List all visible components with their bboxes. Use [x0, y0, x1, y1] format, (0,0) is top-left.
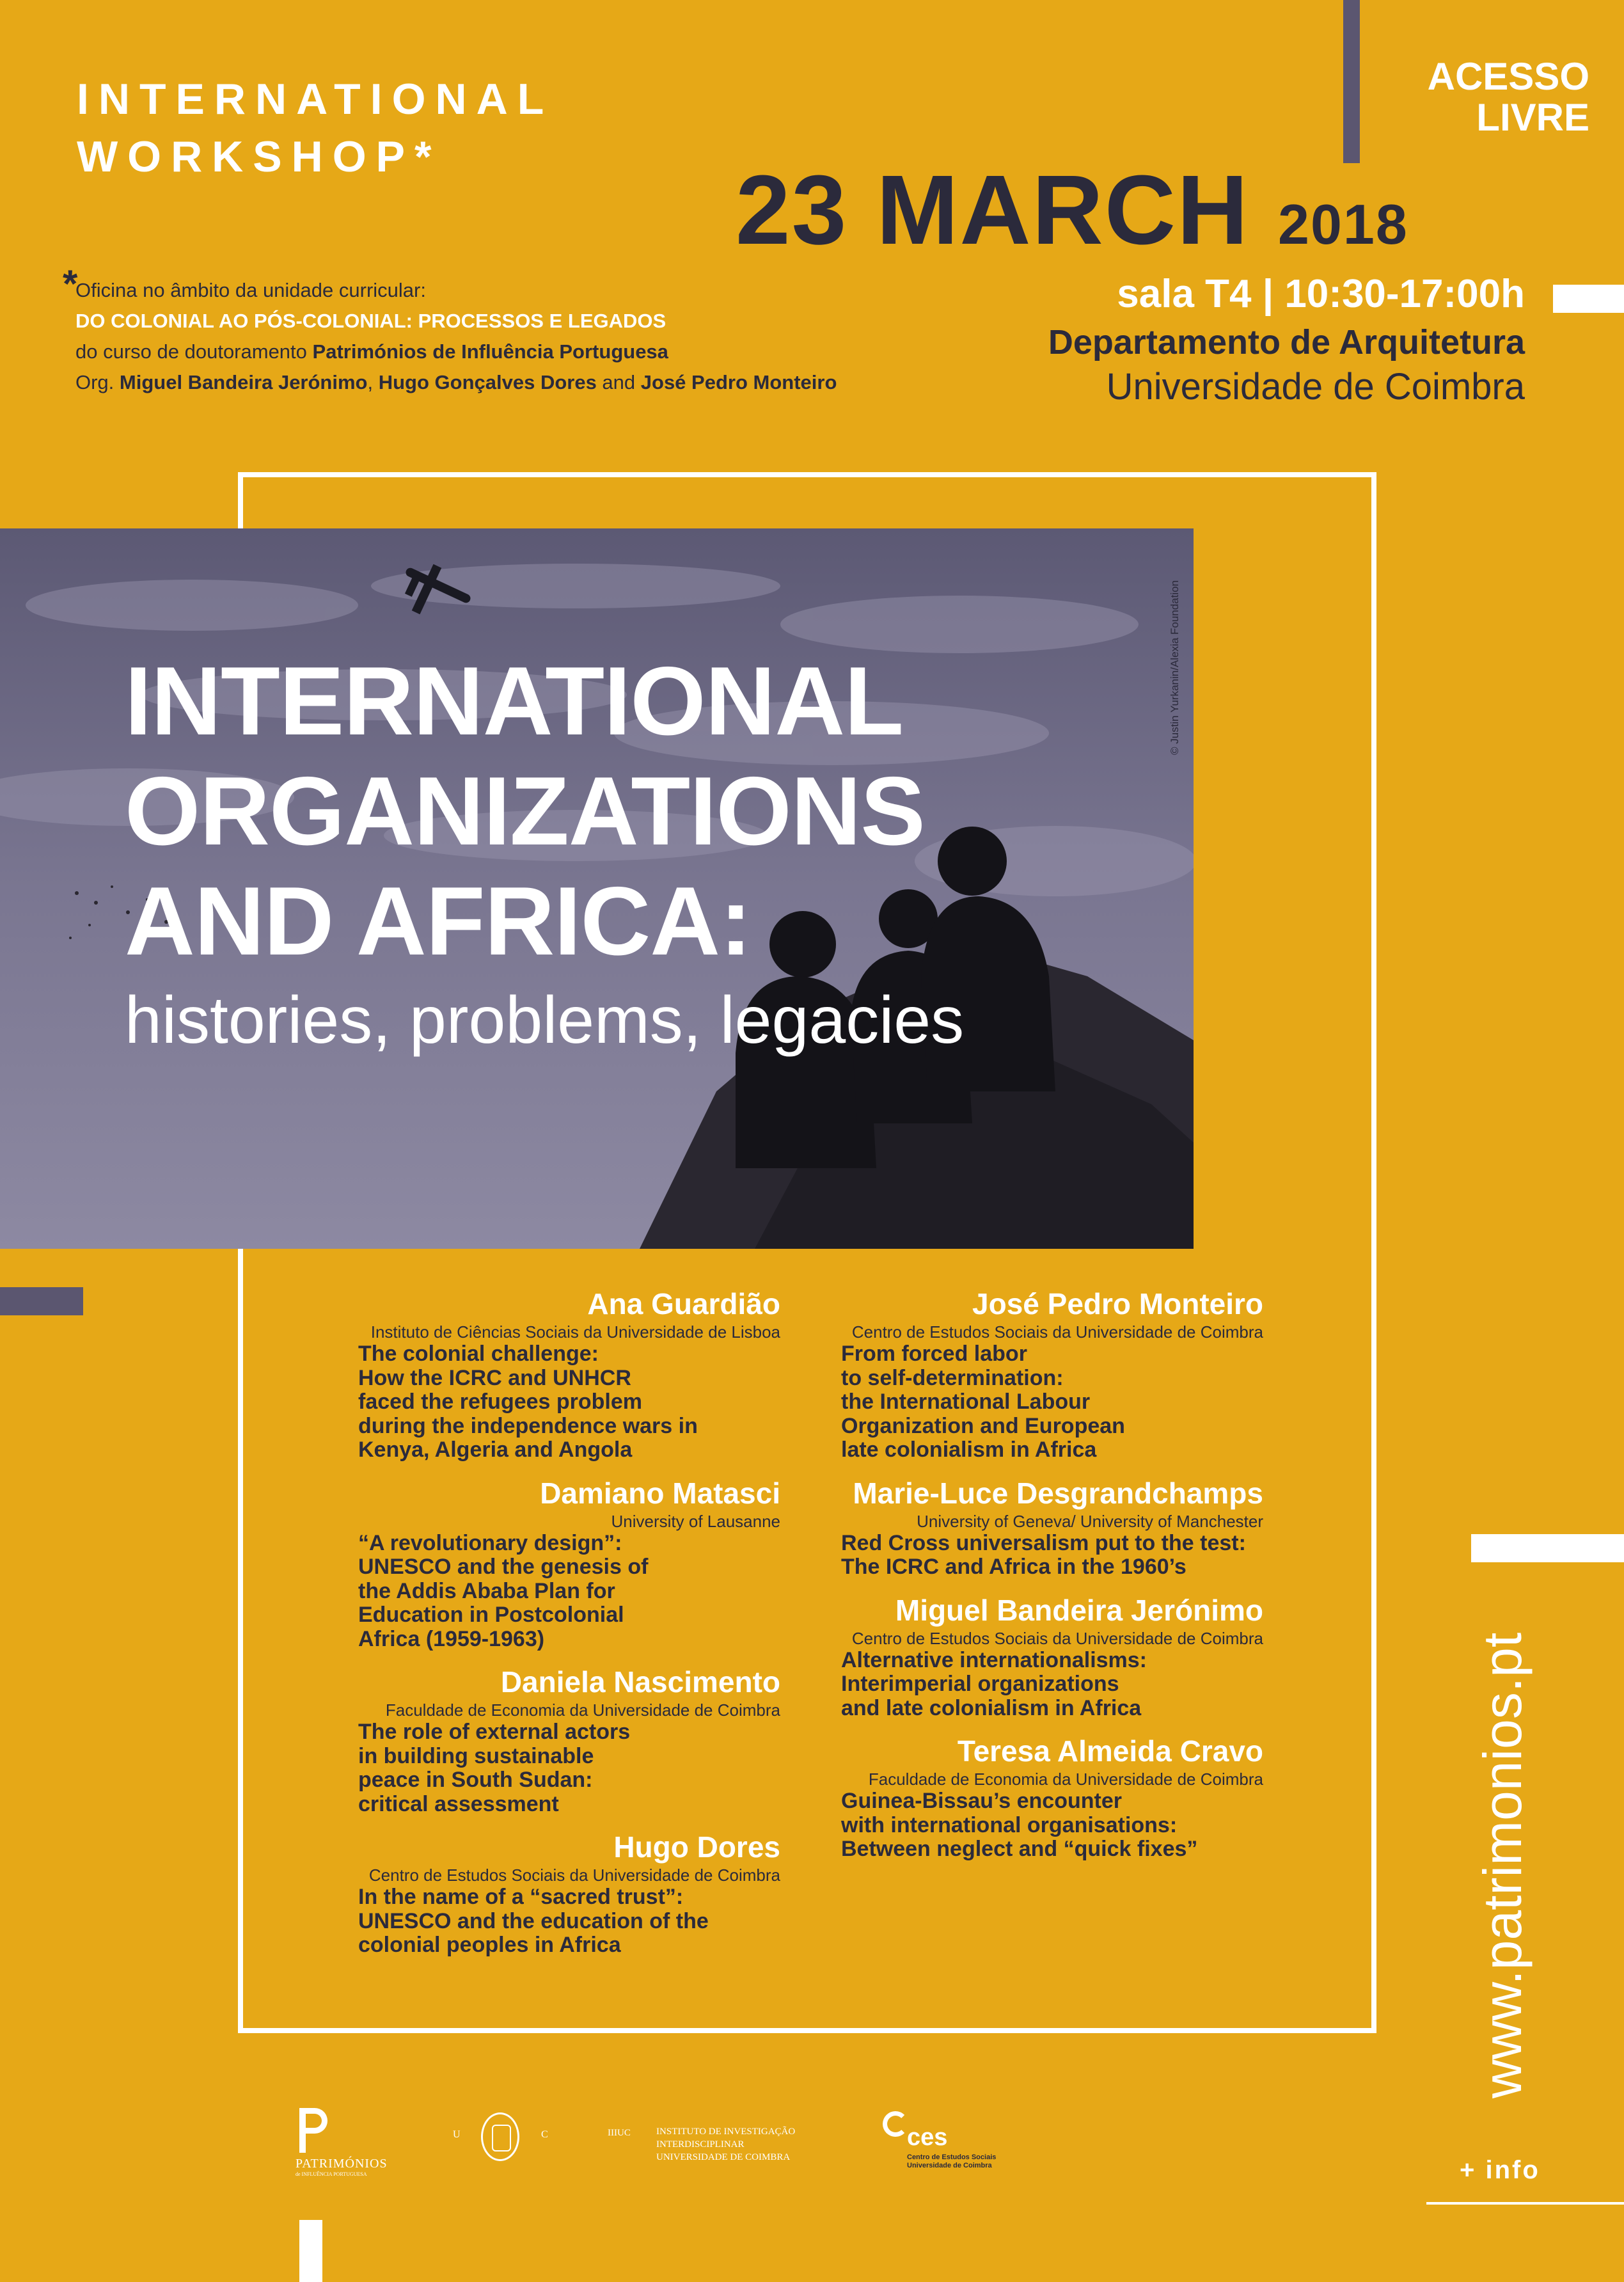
right-short-white-bar — [1553, 285, 1624, 313]
title-subtitle: histories, problems, legacies — [125, 983, 965, 1058]
organizer-sep-1: , — [367, 371, 379, 393]
speaker-name: Miguel Bandeira Jerónimo — [895, 1593, 1263, 1627]
speaker-name: José Pedro Monteiro — [972, 1287, 1263, 1320]
website-url-text[interactable]: www.patrimonios.pt — [1472, 1632, 1533, 2098]
iiiuc-logo — [608, 2125, 851, 2170]
organizer-sep-2: and — [596, 371, 641, 393]
speaker-entry — [841, 1733, 1263, 1862]
uc-letter-u: U — [453, 2129, 461, 2140]
title-line-3: AND AFRICA: — [125, 867, 752, 976]
event-date-year: 2018 — [1278, 193, 1408, 256]
patrimonios-name: PATRIMÓNIOS — [296, 2157, 388, 2171]
speaker-affiliation: Instituto de Ciências Sociais da Universidade de Lisboa — [370, 1322, 780, 1342]
top-right-vertical-bar — [1343, 0, 1360, 163]
venue-department: Departamento de Arquitetura — [1048, 323, 1525, 361]
speakers-right-column — [841, 1286, 1263, 1874]
talk-title: Alternative internationalisms: Interimperial organizations and late colonialism in Africa — [841, 1647, 1147, 1720]
speaker-name: Marie-Luce Desgrandchamps — [853, 1476, 1263, 1510]
speaker-name: Hugo Dores — [613, 1830, 780, 1864]
bottom-white-bar — [299, 2220, 322, 2282]
title-line-2: ORGANIZATIONS — [125, 757, 925, 866]
speaker-entry — [358, 1664, 780, 1816]
iiiuc-line-3: UNIVERSIDADE DE COIMBRA — [656, 2152, 791, 2162]
ces-line-2: Universidade de Coimbra — [907, 2162, 992, 2169]
patrimonios-p-icon — [296, 2108, 331, 2153]
ces-line-1: Centro de Estudos Sociais — [907, 2153, 997, 2161]
website-url[interactable] — [1458, 1593, 1535, 2105]
speaker-name: Teresa Almeida Cravo — [957, 1734, 1263, 1768]
talk-title: From forced labor to self-determination: the International Labour Organization and European late colonialism in Africa — [841, 1342, 1125, 1462]
patrimonios-sub: de INFLUÊNCIA PORTUGUESA — [296, 2171, 367, 2177]
talk-title: The colonial challenge: How the ICRC and UNHCR faced the refugees problem during the independence wars in Kenya, Algeria and Angola — [358, 1342, 698, 1462]
access-line-1: ACESSO — [1427, 55, 1589, 98]
note-line-1: Oficina no âmbito da unidade curricular: — [75, 279, 426, 301]
speaker-entry — [358, 1829, 780, 1958]
access-line-2: LIVRE — [1476, 96, 1589, 139]
note-course-unit: DO COLONIAL AO PÓS-COLONIAL: PROCESSOS E LEGADOS — [75, 310, 666, 332]
info-underline — [1426, 2202, 1624, 2205]
left-dark-bar — [0, 1287, 83, 1315]
title-line-1: INTERNATIONAL — [125, 647, 903, 756]
speaker-affiliation: Faculdade de Economia da Universidade de Coimbra — [385, 1700, 780, 1720]
event-time: sala T4 | 10:30-17:00h — [1117, 272, 1525, 316]
photo-credit — [1164, 544, 1183, 755]
workshop-line-2: WORKSHOP* — [77, 132, 441, 181]
speakers-left-column — [358, 1286, 780, 1970]
speaker-entry — [841, 1475, 1263, 1580]
speaker-affiliation: Centro de Estudos Sociais da Universidade de Coimbra — [851, 1322, 1263, 1342]
note-org-prefix: Org. — [75, 371, 120, 393]
organizer-2: Hugo Gonçalves Dores — [378, 371, 597, 393]
iiiuc-abbr: IIIUC — [608, 2128, 631, 2138]
workshop-note — [63, 262, 907, 398]
speaker-entry — [358, 1286, 780, 1462]
ces-abbr: ces — [907, 2124, 948, 2151]
patrimonios-logo — [296, 2108, 398, 2185]
speaker-affiliation: University of Geneva/ University of Manchester — [917, 1511, 1263, 1531]
right-white-bar — [1471, 1534, 1624, 1562]
ces-logo — [883, 2111, 1023, 2175]
workshop-label — [77, 70, 553, 186]
note-asterisk: * — [63, 262, 78, 305]
talk-title: Guinea-Bissau’s encounter with international organisations: Between neglect and “quick fixes” — [841, 1789, 1198, 1861]
talk-title: “A revolutionary design”: UNESCO and the genesis of the Addis Ababa Plan for Education in Postcolonial Africa (1959-1963) — [358, 1530, 649, 1651]
iiiuc-line-2: INTERDISCIPLINAR — [656, 2139, 745, 2150]
iiiuc-line-1: INSTITUTO DE INVESTIGAÇÃO — [656, 2127, 796, 2137]
more-info-link[interactable]: + info — [1460, 2156, 1540, 2184]
ces-icon — [883, 2111, 908, 2137]
speaker-entry — [841, 1592, 1263, 1721]
organizer-3: José Pedro Monteiro — [640, 371, 837, 393]
note-line-3-prefix: do curso de doutoramento — [75, 340, 313, 363]
uc-letter-c: C — [541, 2129, 548, 2140]
workshop-line-1: INTERNATIONAL — [77, 75, 554, 123]
speaker-name: Ana Guardião — [587, 1287, 780, 1320]
uc-logo — [435, 2111, 569, 2162]
free-access-label — [1378, 56, 1589, 138]
venue-block — [821, 269, 1525, 409]
note-phd-program: Patrimónios de Influência Portuguesa — [312, 340, 668, 363]
venue-university: Universidade de Coimbra — [1106, 366, 1525, 408]
speaker-entry — [841, 1286, 1263, 1462]
talk-title: Red Cross universalism put to the test: The ICRC and Africa in the 1960’s — [841, 1530, 1246, 1579]
speaker-name: Daniela Nascimento — [500, 1665, 780, 1699]
event-date-main: 23 MARCH — [736, 155, 1250, 265]
speaker-entry — [358, 1475, 780, 1652]
speaker-affiliation: University of Lausanne — [611, 1511, 780, 1531]
workshop-title — [125, 646, 1084, 1062]
uc-seal-icon — [481, 2112, 519, 2161]
speaker-affiliation: Centro de Estudos Sociais da Universidade de Coimbra — [851, 1628, 1263, 1648]
organizer-1: Miguel Bandeira Jerónimo — [119, 371, 368, 393]
note-line-3 — [75, 337, 907, 367]
talk-title: The role of external actors in building sustainable peace in South Sudan: critical assessment — [358, 1720, 631, 1816]
note-organizers — [75, 367, 907, 398]
speaker-name: Damiano Matasci — [540, 1476, 780, 1510]
photo-credit-text: © Justin Yurkanin/Alexia Foundation — [1169, 580, 1181, 755]
event-date — [736, 154, 1408, 267]
speaker-affiliation: Centro de Estudos Sociais da Universidade de Coimbra — [368, 1866, 780, 1885]
talk-title: In the name of a “sacred trust”: UNESCO and the education of the colonial peoples in Africa — [358, 1885, 709, 1957]
speaker-affiliation: Faculdade de Economia da Universidade de Coimbra — [868, 1770, 1263, 1789]
